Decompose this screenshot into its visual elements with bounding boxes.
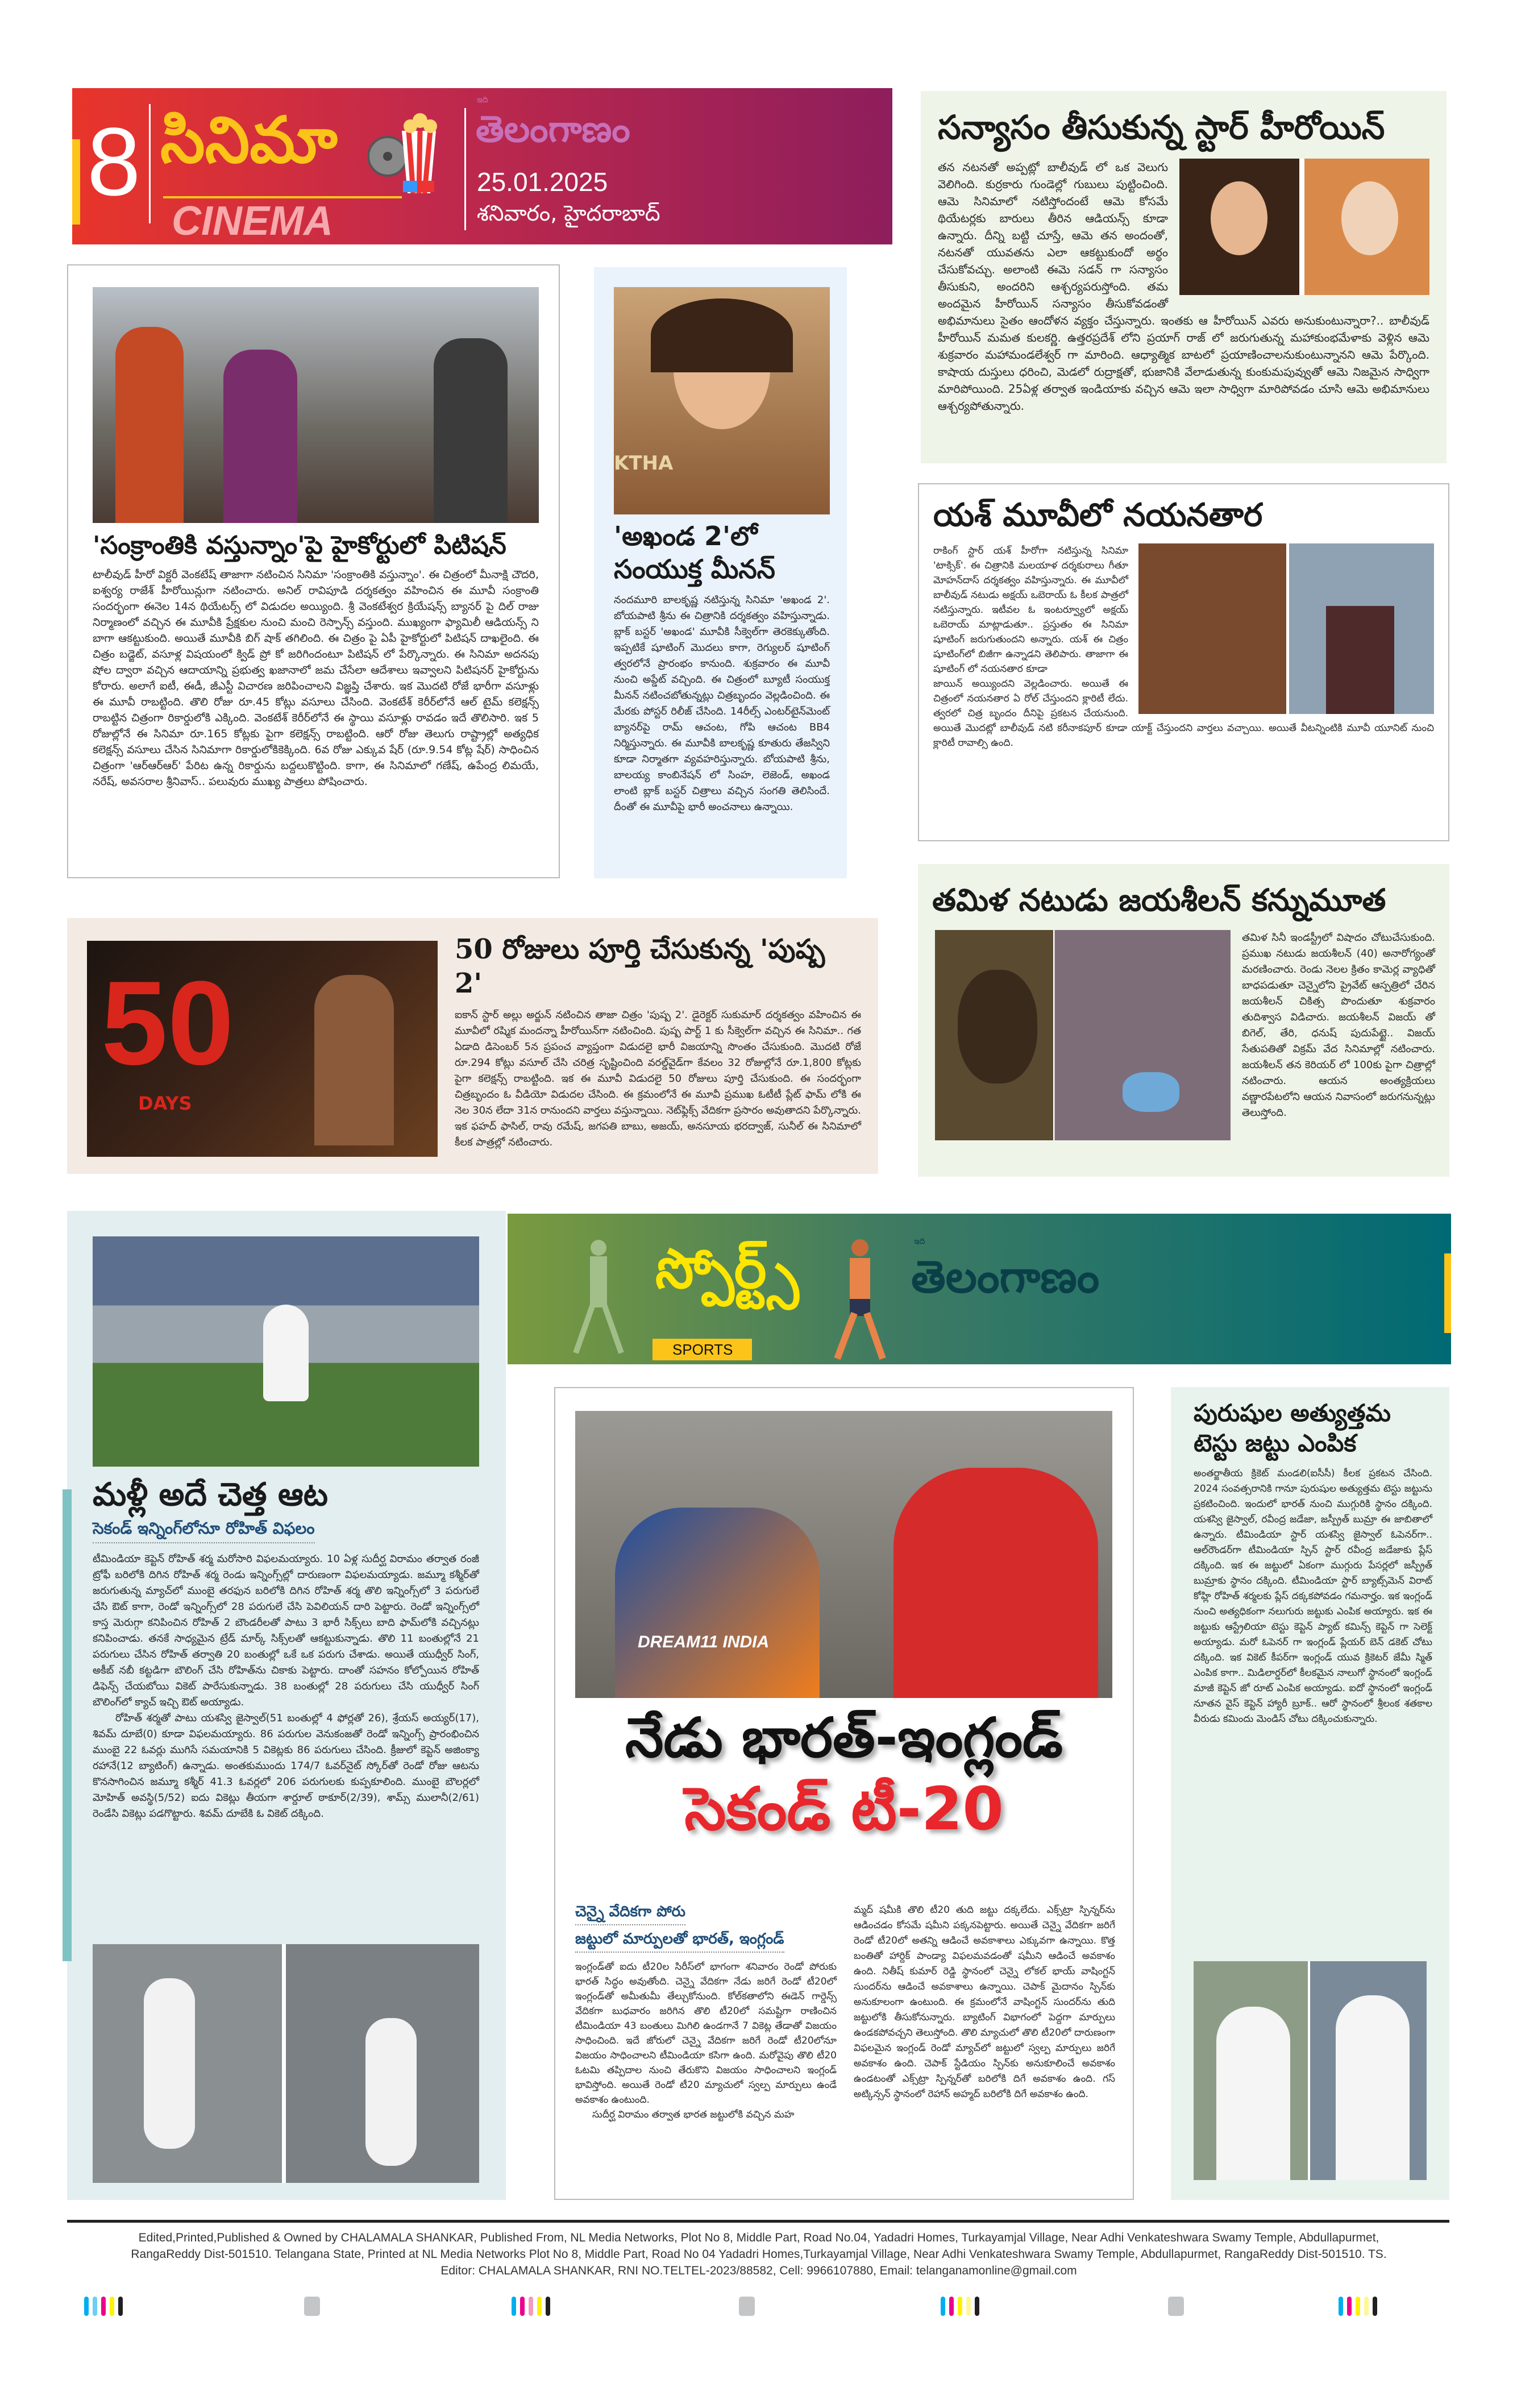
headline: 'సంక్రాంతికి వస్తున్నాం'పై హైకోర్టులో పిటిషన్ (93, 531, 506, 560)
article-akhanda (594, 267, 847, 878)
reg-mark (975, 2297, 979, 2316)
photo-caption: KTHA (614, 452, 674, 475)
t20-col1 (575, 1903, 837, 2122)
popcorn-film-icon (368, 108, 447, 199)
grey-mark (304, 2297, 320, 2316)
reg-mark (101, 2297, 106, 2316)
accent-bar (63, 1489, 72, 1961)
divider (149, 104, 151, 223)
masthead-prefix: ఇది (477, 96, 488, 105)
sports-label-text: SPORTS (672, 1341, 733, 1358)
reg-mark (949, 2297, 954, 2316)
headline: 50 రోజులు పూర్తి చేసుకున్న 'పుష్ప 2' (455, 933, 825, 999)
masthead-logo: తెలంగాణం (911, 1252, 1100, 1303)
reg-mark (1356, 2297, 1360, 2316)
subheadline: సెకండ్ ఇన్నింగ్‌లోనూ రోహిత్ విఫలం (93, 1518, 315, 1543)
article-body-col2: మ్మద్ షమీకి తొలి టీ20 తుది జట్టు దక్కలేదు. ఎక్స్‌ట్రా స్పిన్నర్‌ను ఆడించడం కోసమే షమీని పక్కనపెట్టారు. అయితే చెన్నై వేదికగా జరిగే రెండో టీ20లో అతన్ని ఆడించే అవకాశాలు ఎక్కువగా ఉన్నాయి. కొత్త బంతితో హార్దిక్ పాండ్యా విఫలమవడంతో షమీని ఆడించే అవకాశం ఉంది. నితీష్ కుమార్ రెడ్డి స్థానంలో చెన్నై లోకల్ భాయ్ వాషింగ్టన్ సుందర్‌ను ఆడించే అవకాశాలు ఉన్నాయి. చెపాక్ మైదానం స్పిన్‌కు అనుకూలంగా ఉంటుంది. ఈ క్రమంలోనే వాషింగ్టన్ సుందర్‌ను తుది జట్టులోకి తీసుకోనున్నారు. బ్యాటింగ్ విభాగంలో పెద్దగా మార్పులు ఉండకపోవచ్చని తెలుస్తోంది. తొలి మ్యాచులో తొలి టీ20లో దారుణంగా విఫలమైన ఇంగ్లండ్ రెండో మ్యాచ్‌లో జట్టులో స్వల్ప మార్పులు జరిగే అవకాశం ఉంది. చెపాక్ స్టేడియం స్పిన్‌కు అనుకూలించే అవకాశం ఉండటంతో ఎక్స్‌ట్రా స్పిన్నర్‌తో బరిలోకి దిగే అవకాశం ఉంది. గస్ అట్కిన్సన్ స్థానంలో రెహాన్ అహ్మద్ బరిలోకి దిగే అవకాశం ఉంది. (854, 1904, 1115, 2100)
article-body (93, 1551, 479, 1822)
headline: సన్యాసం తీసుకున్న స్టార్ హీరోయిన్ (938, 108, 1385, 147)
sports-title: స్పోర్ట్స్ (655, 1237, 799, 1301)
sports-label (652, 1339, 752, 1360)
athletes-illustration-orange (826, 1219, 894, 1361)
headline-line2: సంయుక్త మీనన్ (614, 553, 775, 584)
headline-line1: 'అఖండ 2'లో (614, 521, 758, 551)
reg-mark (512, 2297, 516, 2316)
photo-samyuktha-menon (614, 287, 830, 514)
headline: పురుషుల అత్యుత్తమ టెస్టు జట్టు ఎంపిక (1194, 1399, 1391, 1457)
subheadline: చెన్నై వేదికగా పోరు (575, 1903, 685, 1925)
photo-nayanthara-yash (1138, 543, 1434, 714)
subheadline: జట్టులో మార్పులతో భారత్, ఇంగ్లండ్ (575, 1930, 784, 1953)
section-title: సినిమా (160, 103, 338, 177)
photo-rohit-batting (93, 1236, 479, 1467)
icc-text-column (1194, 1398, 1432, 1727)
issue-day-place: శనివారం, హైదరాబాద్ (477, 201, 660, 226)
jersey-text: DREAM11 INDIA (638, 1633, 770, 1651)
reg-mark (110, 2297, 114, 2316)
paragraph: టీమిండియా కెప్టెన్ రోహిత్ శర్మ మరోసారి విఫలమయ్యారు. 10 ఏళ్ల సుదీర్ఘ విరామం తర్వాత రంజీ ట్రోఫీ బరిలోకి దిగిన రోహిత్ శర్మ రెండు ఇన్నింగ్స్‌ల్లో దారుణంగా విఫలమయ్యాడు. జమ్మూ కశ్మీర్‌తో జరుగుతున్న మ్యాచ్‌లో ముంబై తరఫున బరిలోకి దిగిన రోహిత్ శర్మ తొలి ఇన్నింగ్స్‌లో 3 పరుగులే చేసి ఔట్ కాగా, రెండో ఇన్నింగ్స్‌లో 28 పరుగులే చేసి పెవిలియన్ దారి పెట్టారు. రెండో ఇన్నింగ్స్‌లో కాస్త మెరుగ్గా కనిపించిన రోహిత్ 2 బౌండరీలతో పాటు 3 భారీ సిక్స్‌లు బాది ఫామ్‌లోకి వచ్చినట్లు కనిపించాడు. తనకే సాధ్యమైన ట్రేడ్ మార్క్ సిక్స్‌లతో ఆకట్టుకున్నాడు. తొలి 11 బంతుల్లోనే 21 పరుగులు చేసిన రోహిత్ తర్వాతి 20 బంతుల్లో ఒకే ఒక పరుగు చేశాడు. అయితే యుధ్వీర్ సింగ్, అకీబ్ నబీ కట్టడిగా బౌలింగ్ చేసి రోహిత్‌ను చికాకు పెట్టారు. దాంతో సహనం కోల్పోయిన రోహిత్ డిఫెన్స్ చేయబోయి వికెట్ పారేసుకున్నాడు. 38 బంతుల్లో 28 పరుగులు చేసి యుధ్వీర్ సింగ్ బౌలింగ్‌లో క్యాచ్ ఇచ్చి ఔట్ అయ్యాడు. (93, 1553, 479, 1709)
article-jayaseelan (918, 864, 1449, 1177)
reg-mark (1347, 2297, 1352, 2316)
reg-mark (958, 2297, 962, 2316)
reg-mark (520, 2297, 525, 2316)
article-body-bottom: జాయిన్ అయ్యిందని వెల్లడించారు. అయితే ఈ చిత్రంలో నయనతార ఏ రోల్ చేస్తుందని క్లారిటీ లేదు. త్వరలో చిత్ర బృందం దీనిపై ప్రకటన చేయనుంది. అయితే మొదట్లో బాలీవుడ్ నటి కరీనాకపూర్ కూడా యాక్ట్ చేస్తుందని వార్తలు వచ్చాయి. అయితే వీటన్నింటికి మూవీ యూనిట్ నుంచి క్లారిటీ రావాల్సి ఉంది. (933, 678, 1434, 749)
section-subtitle: CINEMA (172, 198, 333, 244)
pushpa-text-column (455, 932, 861, 1151)
photo-jaiswal-bumrah (1194, 1961, 1427, 2180)
reg-mark (118, 2297, 123, 2316)
photo-actress-then-now (1179, 159, 1429, 295)
page-number: 8 (87, 108, 141, 216)
masthead-prefix: ఇది (914, 1237, 925, 1246)
photo-jayaseelan (935, 930, 1231, 1140)
masthead-logo: తెలంగాణం (476, 109, 630, 151)
article-ind-eng-t20 (554, 1387, 1134, 2200)
accent-bar (1444, 1253, 1451, 1333)
cinema-section-header (72, 88, 892, 244)
grey-mark (739, 2297, 755, 2316)
reg-mark (84, 2297, 89, 2316)
article-body: తన నటనతో అప్పట్లో బాలీవుడ్ లో ఒక వెలుగు వెలిగింది. కుర్రకారు గుండెల్లో గుబులు పుట్టించింది. ఆమె సినిమాలో నటిస్తోందంటే ఆమె కోసమే థియేటర్లకు బారులు తీరిన ఆడియన్స్ కూడా ఉన్నారు. దీన్ని బట్టి చూస్తే, ఆమె తన అందంతో, నటనతో యువతను ఎలా ఆకట్టుకుందో అర్థం చేసుకోవచ్చు. అలాంటి ఈమె సడన్ గా సన్యాసం తీసుకుని, అందరిని ఆశ్చర్యపరుస్తోంది. తమ అందమైన హీరోయిన్ సన్యాసం తీసుకోవడంతో అభిమానులు సైతం ఆందోళన వ్యక్తం చేస్తున్నారు. ఇంతకు ఆ హీరోయిన్ ఎవరు అనుకుంటున్నారా?.. బాలీవుడ్ హీరోయిన్ మమత కులకర్ణి. ఉత్తరప్రదేశ్ లోని ప్రయాగ్ రాజ్ లో జరుగుతున్న మహాకుంభమేళాకు వెళ్లిన ఆమె శుక్రవారం మహామండలేశ్వర్ గా మారింది. ఆధ్యాత్మిక బాటలో ప్రయాణించాలనుకుంటున్నానని ఆమె పేర్కొంది. కాషాయ దుస్తులు ధరించి, మెడలో రుద్రాక్షతో, భుజానికి వేలాడుతున్న కుంకుమపువ్వుతో ఆమె నిజమైన సాధ్విగా మారిపోయింది. 25ఏళ్ల తర్వాత ఇండియాకు వచ్చిన ఆమె ఇలా సాధ్విగా మారిపోవడం చూసి ఆమె అభిమానులు ఆశ్చర్యపోతున్నారు. (938, 160, 1429, 413)
article-body: తమిళ సినీ ఇండస్ట్రీలో విషాదం చోటుచేసుకుంది. ప్రముఖ నటుడు జయశీలన్ (40) అనారోగ్యంతో మరణించారు. రెండు నెలల క్రితం కామెర్ల వ్యాధితో బాధపడుతూ చెన్నైలోని ప్రైవేట్ ఆస్పత్రిలో చేరిన జయశీలన్ చికిత్స పొందుతూ శుక్రవారం తుదిశ్వాస విడిచారు. జయశీలన్ విజయ్ తో బిగెల్, తేరి, ధనుష్ పుదుపేట్టై.. విజయ్ సేతుపతితో విక్రమ్ వేద సినిమాల్లో నటించారు. జయశీలన్ తన కెరియర్ లో 100కు పైగా చిత్రాల్లో నటించారు. ఆయన అంత్యక్రియలు వణ్ణారపేటలోని ఆయన నివాసంలో జరుగనున్నట్లు తెలుస్తోంది. (1242, 931, 1435, 1119)
grey-mark (1168, 2297, 1184, 2316)
divider (464, 108, 466, 230)
article-yash-nayanthara (918, 483, 1449, 841)
reg-mark (1339, 2297, 1343, 2316)
article-icc-test-team (1171, 1387, 1449, 2200)
reg-mark (966, 2297, 971, 2316)
athletes-illustration (559, 1225, 633, 1356)
article-body: నందమూరి బాలకృష్ణ నటిస్తున్న సినిమా 'అఖండ 2'. బోయపాటి శ్రీను ఈ చిత్రానికి దర్శకత్వం వహిస్తున్నాడు. బ్లాక్ బస్టర్ 'అఖండ' మూవీకి సీక్వెల్‌గా తెరకెక్కుతోంది. ఇప్పటికే షూటింగ్ మొదలు కాగా, రెగ్యులర్ షూటింగ్ త్వరలోనే ప్రారంభం కానుంది. శుక్రవారం ఈ మూవీ నుంచి అప్డేట్ వచ్చింది. ఈ చిత్రంలో బ్యూటీ సంయుక్త మీనన్ నటించబోతున్నట్లు చిత్రబృందం వెల్లడించింది. ఈ మేరకు పోస్టర్ రిలీజ్ చేసింది. 14రీల్స్ ఎంటర్‌టైన్‌మెంట్ బ్యానర్‌పై రామ్ ఆచంట, గోపి ఆచంట BB4 నిర్మిస్తున్నారు. ఈ మూవీకి బాలకృష్ణ కూతురు తేజస్విని కూడా నిర్మాతగా వ్యవహరిస్తున్నారు. బోయపాటి శ్రీను, బాలయ్య కాంబినేషన్ లో సింహ, లెజెండ్, అఖండ లాంటి బ్లాక్ బస్టర్ చిత్రాలు వచ్చిన సంగతి తెలిసిందే. దీంతో ఈ మూవీపై భారీ అంచనాలు ఉన్నాయి. (614, 594, 830, 813)
article-body-top: రాకింగ్ స్టార్ యశ్ హీరోగా నటిస్తున్న సినిమా 'టాక్సిక్'. ఈ చిత్రానికి మలయాళ దర్శకురాలు గీతూ మోహన్‌దాస్ దర్శకత్వం వహిస్తున్నారు. ఈ మూవీలో బాలీవుడ్ నటుడు అక్షయ్ ఒబెరాయ్ ఓ కీలక పాత్రలో నటిస్తున్నారు. ఇటీవల ఓ ఇంటర్వ్యూలో అక్షయ్ ఒబెరాయ్ మాట్లాడుతూ.. ప్రస్తుతం ఈ సినిమా షూటింగ్ జరుగుతుందని అన్నారు. యశ్ ఈ చిత్రం షూటింగ్‌లో బిజీగా ఉన్నాడని తెలిపారు. తాజాగా ఈ షూటింగ్ లో నయనతార కూడా (933, 545, 1128, 675)
reg-mark (941, 2297, 945, 2316)
article-sanyasam (921, 91, 1447, 463)
headline: మళ్లీ అదే చెత్త ఆట (93, 1476, 328, 1513)
headline-line1: నేడు భారత్-ఇంగ్లండ్ (625, 1706, 1063, 1770)
headline-line2: సెకండ్ టీ-20 (684, 1774, 1004, 1844)
article-sankranthi (67, 264, 560, 878)
reg-mark (546, 2297, 550, 2316)
headline: తమిళ నటుడు జయశీలన్ కన్నుమూత (932, 882, 1386, 918)
t20-headline-block (555, 1704, 1133, 1846)
rohit-text-column (93, 1475, 479, 1822)
photo-movie-cast (93, 287, 539, 523)
article-pushpa2 (67, 918, 878, 1174)
photo-pushpa2-poster (87, 941, 438, 1157)
headline: యశ్ మూవీలో నయనతార (933, 497, 1263, 534)
paragraph: సుదీర్ఘ విరామం తర్వాత భారత జట్టులోకి వచ్చిన మహ (592, 2108, 795, 2120)
reg-mark (529, 2297, 533, 2316)
poster-label: DAYS (138, 1093, 192, 1114)
reg-mark (537, 2297, 542, 2316)
accent-bar (72, 139, 80, 225)
reg-mark (93, 2297, 97, 2316)
issue-date: 25.01.2025 (477, 167, 608, 197)
paragraph: రోహిత్ శర్మతో పాటు యశస్వి జైస్వాల్(51 బంతుల్లో 4 ఫోర్లతో 26), శ్రేయస్ అయ్యర్(17), శివమ్ దూబే(0) కూడా విఫలమయ్యారు. 86 పరుగుల వెనుకంజతో రెండో ఇన్నింగ్స్ ప్రారంభించిన ముంబై 22 ఓవర్లు ముగిసే సమయానికి 5 వికెట్లకు 86 పరుగులు చేసింది. క్రీజులో కెప్టెన్ అజింక్యా రహానే(12 బ్యాటింగ్) ఉన్నాడు. అంతకుముందు 174/7 ఓవర్‌నైట్ స్కోర్‌తో రెండో రోజు ఆటను కొనసాగించిన జమ్మూ కశ్మీర్ 41.3 ఓవర్లలో 206 పరుగులకు కుప్పకూలింది. ముంబై బౌలర్లలో మోహిత్ అవస్థి(5/52) ఐదు వికెట్లు తీయగా శార్దూల్ ఠాకూర్(2/39), శామ్స్ ములానీ(2/61) రెండేసి వికెట్లు పడగొట్టారు. శివమ్ దూబేకి ఓ వికెట్ దక్కింది. (93, 1712, 479, 1820)
article-body: ఐకాన్ స్టార్ అల్లు అర్జున్ నటించిన తాజా చిత్రం 'పుష్ప 2'. డైరెక్టర్ సుకుమార్ దర్శకత్వం వహించిన ఈ మూవీలో రష్మిక మందన్నా హీరోయిన్‌గా నటించింది. పుష్ప పార్ట్ 1 కు సీక్వెల్‌గా వచ్చిన ఈ సినిమా.. గత ఏడాది డిసెంబర్ 5న ప్రపంచ వ్యాప్తంగా విడుదలై భారీ విజయాన్ని సొంతం చేసుకుంది. మొదటి రోజే రూ.294 కోట్లు వసూల్ చేసి చరిత్ర సృష్టించింది వరల్డ్‌వైడ్‌గా కేవలం 32 రోజుల్లోనే రూ.1,800 కోట్లకు పైగా కలెక్షన్స్ రాబట్టింది. ఇక ఈ మూవీ విడుదలై 50 రోజులు పూర్తి చేసుకుంది. ఈ సందర్భంగా చిత్రబృందం ఓ వీడియో విడుదల చేసింది. ఈ క్రమంలోనే ఈ మూవీ ప్రముఖ ఓటీటీ ప్లేట్ ఫామ్ లోకి ఈ నెల 30న లేదా 31న రానుందని వార్తలు వస్తున్నాయి. నెట్‌ఫ్లిక్స్ వేదికగా ప్రసారం అవుతాదని పేర్కొన్నారు. ఇక ఫహద్ ఫాసిల్, రావు రమేష్, జగపతి బాబు, అజయ్, అనసూయ భరద్వాజ్, సునీల్ ఈ సినిమాలో కీలక పాత్రల్లో నటించారు. (455, 1009, 861, 1148)
poster-number: 50 (101, 956, 234, 1090)
sports-section-header (508, 1214, 1451, 1364)
article-body-col1 (575, 1959, 837, 2122)
photo-captains-handshake (575, 1411, 1112, 1698)
paragraph: ఇంగ్లండ్‌తో ఐదు టీ20ల సిరీస్‌లో భాగంగా శనివారం రెండో పోరుకు భారత్ సిద్ధం అవుతోంది. చెన్నై వేదికగా నేడు జరిగే రెండో టీ20లో ఇంగ్లండ్‌తో అమీతుమీ తేల్చుకోనుంది. కోల్‌కతాలోని ఈడెన్ గార్డెన్స్ వేదికగా బుధవారం జరిగిన తొలి టీ20లో సమష్టిగా రాణించిన టీమిండియా 43 బంతులు మిగిలి ఉండగానే 7 వికెట్ల తేడాతో విజయం సాధించింది. ఇదే జోరులో చెన్నై వేదికగా జరిగే రెండో టీ20లోనూ విజయం సాధించాలని టీమిండియా కసిగా ఉంది. మరోవైపు తొలి టీ20 ఓటమి తప్పిదాల నుంచి తేరుకొని విజయం సాధించాలని ఇంగ్లండ్ భావిస్తోంది. అయితే రెండో టీ20 మ్యాచులో స్వల్ప మార్పులు ఉండే అవకాశం ఉంటుంది. (575, 1961, 837, 2106)
reg-mark (1364, 2297, 1369, 2316)
footer-rule (67, 2220, 1449, 2223)
article-body: టాలీవుడ్ హీరో విక్టరీ వెంకటేష్ తాజాగా నటించిన సినిమా 'సంక్రాంతికి వస్తున్నాం'. ఈ చిత్రంలో మీనాక్షి చౌదరి, ఐశ్వర్య రాజేశ్ హీరోయిన్లుగా నటించారు. అనిల్ రావిపూడి దర్శకత్వం వహించిన ఈ మూవీ సంక్రాంతి సందర్భంగా ఈనెల 14న థియేటర్స్ లో విడుదల అయ్యింది. శ్రీ వెంకటేశ్వర క్రియేషన్స్ బ్యానర్ పై దిల్ రాజు నిర్మాణంలో వచ్చిన ఈ మూవీకి ప్రేక్షకుల నుంచి మంచి రెస్పాన్స్ వస్తుంది. ముఖ్యంగా ఫ్యామిలీ ఆడియన్స్ ని బాగా ఆకట్టుకుంది. అయితే మూవీకి బిగ్ షాక్ తగిలింది. ఈ చిత్రం పై ఏపీ హైకోర్టులో పిటిషన్ దాఖలైంది. ఈ చిత్రం బడ్జెట్, వసూళ్ల విషయంలో క్విడ్ ప్రో కో జరిగిందంటూ పిటిషన్ లో పేర్కొన్నారు. ఈ సినిమా అదనపు షోల ద్వారా వచ్చిన ఆదాయాన్ని ప్రభుత్వ ఖజానాలో జమ చేసేలా ఆదేశాలు ఇవ్వాలని పిటిషనర్ హైకోర్టును కోరారు. అలాగే ఐటీ, ఈడీ, జీఎస్టీ విచారణ జరిపించాలని విజ్ఞప్తి చేశారు. ఇక మొదటి రోజే భారీగా వసూళ్లు ఈ మూవీ రాబట్టింది. తొలి రోజు రూ.45 కోట్లు వసూలు చేసింది. వెంకటేశ్ కెరీర్‌లోనే ఆల్ టైమ్ కలెక్షన్స్ రాబట్టిన చిత్రంగా రికార్డులోకి ఎక్కింది. వెంకటేశ్ కెరీర్‌లోనే ఈ స్థాయి వసూళ్లు రావడం ఇదే తొలిసారి. ఇక 5 రోజుల్లోనే ఈ సినిమా రూ.165 కోట్లకు పైగా కలెక్షన్స్ రాబట్టింది. ఆరో రోజు తెలుగు రాష్ట్రాల్లో అత్యధిక కలెక్షన్స్ వసూలు చేసిన సినిమాగా రికార్డులోకికెక్కింది. 6వ రోజు ఎక్కువ షేర్ (రూ.9.54 కోట్ల షేర్) సాధించిన చిత్రంగా 'ఆర్ఆర్ఆర్' పేరిట ఉన్న రికార్డును బద్దలుకొట్టింది. కాగా, ఈ సినిమాలో గణేష్, ఉపేంద్ర లిమయే, నరేష్, అవసరాల శ్రీనివాస్.. పలువురు ముఖ్య పాత్రలు పోషించారు. (93, 568, 539, 788)
reg-mark (1373, 2297, 1377, 2316)
photo-rohit-nets (93, 1944, 479, 2183)
article-body: అంతర్జాతీయ క్రికెట్ మండలి(ఐసీసీ) కీలక ప్రకటన చేసింది. 2024 సంవత్సరానికి గానూ పురుషుల అత్యుత్తమ టెస్టు జట్టును ప్రకటించింది. ఇందులో భారత్ నుంచి ముగ్గురికి స్థానం దక్కింది. యశస్వి జైస్వాల్, రవీంద్ర జడేజా, జస్ప్రీత్ బుమ్రా ఈ జాబితాలో ఉన్నారు. టీమిండియా స్టార్ యశస్వి జైస్వాల్ ఓపెనర్‌గా.. ఆల్‌రౌండర్‌గా టీమిండియా స్పిన్ స్టార్ రవీంద్ర జడేజాకు ప్లేస్ దక్కింది. ఇక ఈ జట్టులో ఏకంగా ముగ్గురు పేసర్లలో జస్ప్రీత్ బుమ్రాకు స్థానం దక్కింది. టీమిండియా స్టార్ బ్యాట్స్‌మెన్ విరాట్ కోహ్లి రోహిత్ శర్మలకు ప్లేస్ దక్కకపోవడం గమనార్హం. ఇక ఇంగ్లండ్ నుంచి అత్యధికంగా నలుగురు జట్టుకు ఎంపిక అయ్యారు. ఇక ఈ జట్టుకు ఆస్ట్రేలియా టెస్టు కెప్టెన్ ప్యాట్ కమిన్స్ కెప్టెన్ గా సెలెక్ట్ అయ్యాడు. మరో ఓపెనర్ గా ఇంగ్లండ్ ప్లేయర్ బెన్ డకెట్ చోటు దక్కింది. ఇక వికెట్ కీపర్‌గా ఇంగ్లండ్ యువ క్రికెటర్ జేమీ స్మిత్ ఎంపిక కాగా.. మిడిలార్డర్‌లో కీలకమైన నాలుగో స్థానంలో ఇంగ్లండ్ మాజీ కెప్టెన్ జో రూట్ ఎంపిక అయ్యాడు. ఐదో స్థానంలో ఇంగ్లండ్ నూతన వైస్ కెప్టెన్ హ్యారీ బ్రూక్.. ఆరో స్థానంలో శ్రీలంక శతకాల వీరుడు కమిందు మెండిస్ చోటు దక్కించుకున్నారు. (1194, 1468, 1432, 1725)
article-rohit-ranji (67, 1211, 506, 2200)
footer-imprint: Edited,Printed,Published & Owned by CHALAMALA SHANKAR, Published From, NL Media Networks, Plot No 8, Middle Part, Road No.04, Yadadri Homes, Turkayamjal Village, Near Adhi Venkateshwara Swamy Temple, Abdullapurmet, RangaReddy Dist-501510. Telangana State, Printed at NL Media Networks Plot No 8, Middle Part, Road No 04 Yadadri Homes,Turkayamjal Village, Near Adhi Venkateshwara Swamy Temple, Abdullapurmet, RangaReddy Dist-501510. TS. Editor: CHALAMALA SHANKAR, RNI NO.TELTEL-2023/88582, Cell: 9966107880, Email: telanganamonline@gmail.com (131, 2231, 1387, 2277)
